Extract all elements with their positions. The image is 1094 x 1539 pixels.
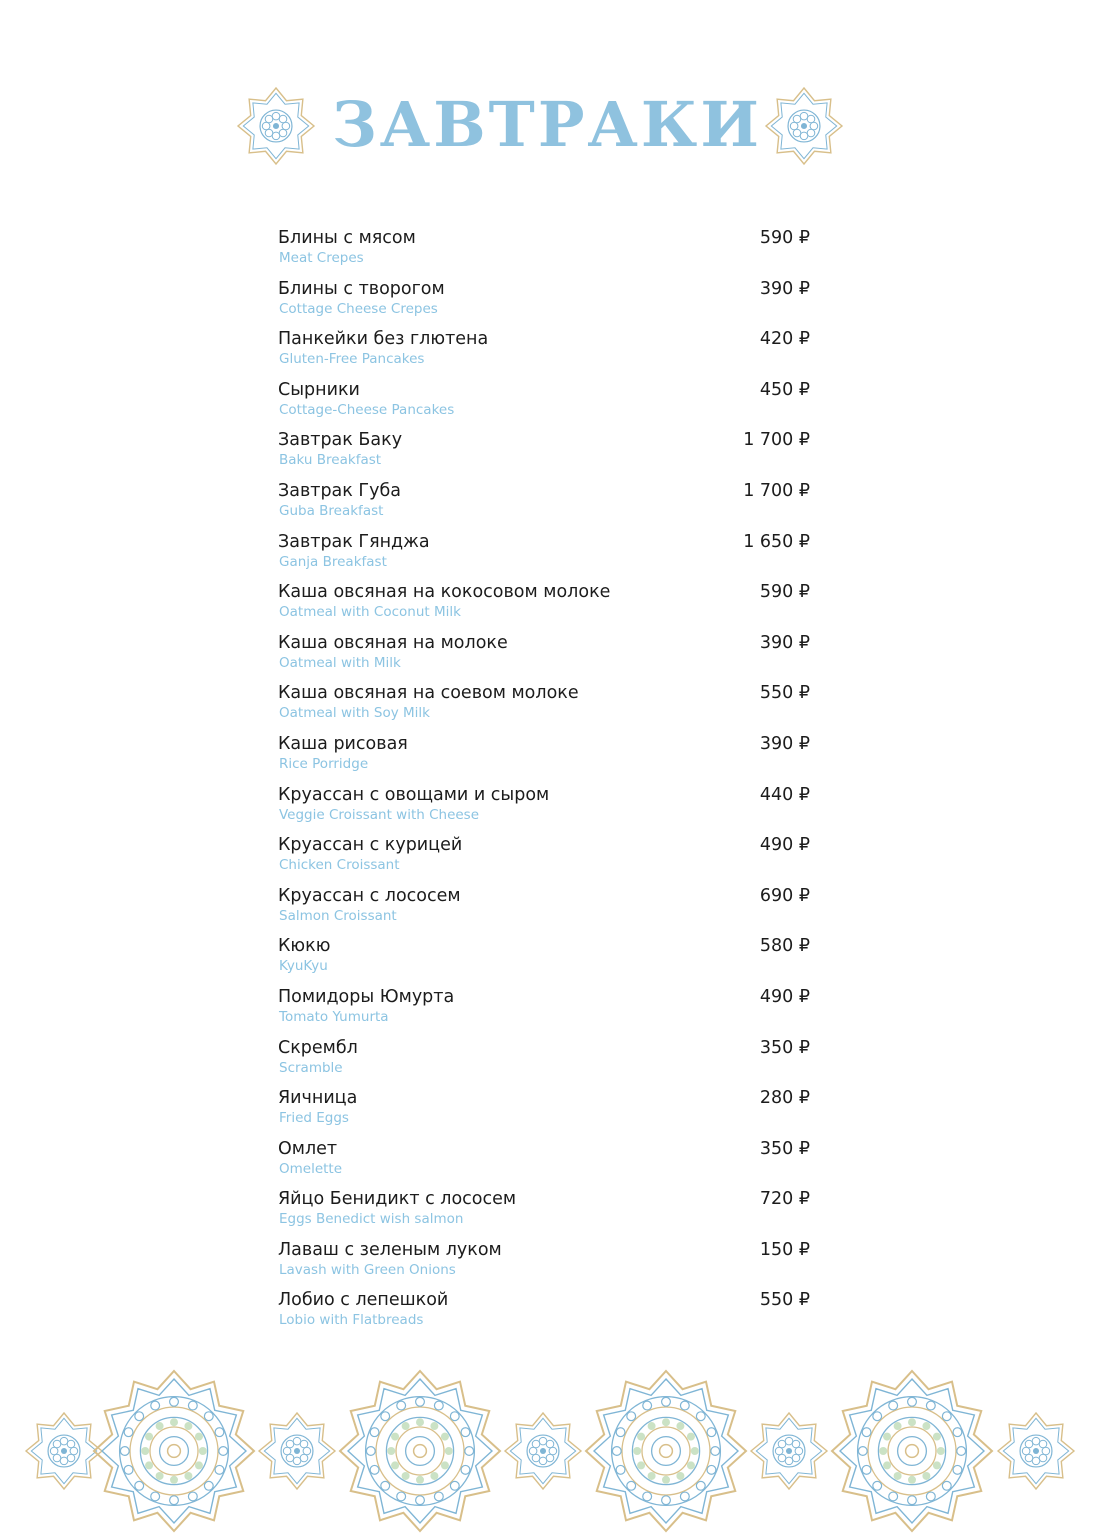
menu-item-english-name: Oatmeal with Soy Milk	[279, 705, 430, 722]
star-ornament-icon	[257, 1411, 337, 1491]
menu-item-name: Блины с мясом	[278, 228, 416, 248]
menu-item-name: Лаваш с зеленым луком	[278, 1239, 502, 1260]
menu-item	[278, 985, 810, 1036]
menu-item-price: 350 ₽	[759, 1037, 810, 1058]
menu-item-name: Сырники	[278, 379, 360, 400]
menu-item-price: 350 ₽	[759, 1138, 810, 1159]
menu-item-english-name: Cottage Cheese Crepes	[279, 300, 438, 317]
menu-item	[278, 1238, 810, 1289]
star-ornament-icon	[996, 1411, 1076, 1491]
menu-item-name: Круассан с курицей	[278, 835, 463, 856]
menu-item-price: 590 ₽	[759, 228, 810, 248]
menu-item-english-name: Lobio with Flatbreads	[279, 1312, 424, 1329]
menu-item-english-name: Guba Breakfast	[279, 502, 384, 519]
menu-item-name: Круассан с овощами и сыром	[278, 784, 550, 805]
menu-item-english-name: Lavash with Green Onions	[279, 1261, 456, 1278]
menu-item-name: Яичница	[278, 1088, 358, 1109]
menu-item	[278, 631, 810, 682]
menu-item	[278, 226, 810, 277]
star-ornament-icon	[749, 1411, 829, 1491]
menu-item-price: 550 ₽	[759, 683, 810, 704]
menu-item-name: Кюкю	[278, 936, 331, 957]
menu-item-price: 450 ₽	[759, 379, 810, 400]
menu-item-english-name: Baku Breakfast	[279, 452, 382, 469]
menu-item-english-name: KyuKyu	[279, 958, 328, 975]
menu-item-english-name: Tomato Yumurta	[279, 1008, 389, 1025]
menu-item-price: 390 ₽	[759, 632, 810, 653]
menu-item-price: 390 ₽	[759, 733, 810, 754]
mandala-ornament-icon	[338, 1369, 502, 1533]
menu-item	[278, 1137, 810, 1188]
menu-item	[278, 732, 810, 783]
menu-item-price: 1 700 ₽	[743, 430, 810, 451]
mandala-ornament-icon	[92, 1369, 256, 1533]
menu-item-english-name: Eggs Benedict wish salmon	[279, 1211, 464, 1228]
menu-item-name: Скрембл	[278, 1037, 358, 1058]
menu-item	[278, 1187, 810, 1238]
menu-item-name: Каша рисовая	[278, 733, 408, 754]
menu-item-price: 1 650 ₽	[743, 531, 810, 552]
menu-item	[278, 783, 810, 834]
menu-item-english-name: Rice Porridge	[279, 755, 369, 772]
menu-item-english-name: Chicken Croissant	[279, 857, 400, 874]
footer-ornament-border	[0, 1366, 1094, 1539]
menu-item	[278, 1288, 810, 1339]
menu-item-name: Панкейки без глютена	[278, 329, 489, 350]
menu-item-price: 440 ₽	[759, 784, 810, 805]
menu-item-name: Каша овсяная на соевом молоке	[278, 683, 579, 704]
menu-item-name: Каша овсяная на молоке	[278, 632, 508, 653]
menu-item	[278, 277, 810, 328]
star-ornament-icon	[503, 1411, 583, 1491]
menu-item	[278, 833, 810, 884]
menu-item-name: Круассан с лососем	[278, 885, 461, 906]
menu-item	[278, 1036, 810, 1087]
menu-item-name: Завтрак Гянджа	[278, 531, 430, 552]
menu-item	[278, 479, 810, 530]
menu-item	[278, 378, 810, 429]
menu-item-name: Завтрак Губа	[278, 480, 401, 501]
menu-item-price: 280 ₽	[759, 1088, 810, 1109]
menu-item-name: Лобио с лепешкой	[278, 1290, 449, 1311]
menu-item-price: 150 ₽	[759, 1239, 810, 1260]
menu-item-price: 390 ₽	[759, 278, 810, 299]
menu-item-name: Помидоры Юмурта	[278, 986, 455, 1007]
menu-item-english-name: Oatmeal with Coconut Milk	[279, 604, 461, 621]
menu-list	[278, 226, 810, 1339]
menu-item	[278, 530, 810, 581]
menu-item	[278, 884, 810, 935]
menu-item-english-name: Ganja Breakfast	[279, 553, 387, 570]
menu-item-english-name: Gluten-Free Pancakes	[279, 351, 425, 368]
menu-item-price: 490 ₽	[759, 986, 810, 1007]
mandala-ornament-icon	[584, 1369, 748, 1533]
menu-item-name: Яйцо Бенидикт с лососем	[278, 1189, 517, 1210]
menu-item-price: 420 ₽	[759, 329, 810, 350]
page-title: ЗАВТРАКИ	[332, 88, 762, 161]
menu-item-price: 720 ₽	[759, 1189, 810, 1210]
menu-item-price: 550 ₽	[759, 1290, 810, 1311]
page-header	[0, 80, 1094, 176]
menu-item-name: Блины с творогом	[278, 278, 445, 299]
mandala-ornament-icon	[830, 1369, 994, 1533]
menu-item-english-name: Meat Crepes	[279, 250, 364, 266]
menu-item-english-name: Oatmeal with Milk	[279, 654, 401, 671]
star-ornament-icon	[764, 86, 844, 166]
menu-item-english-name: Omelette	[279, 1160, 343, 1177]
menu-item	[278, 428, 810, 479]
menu-item-price: 490 ₽	[759, 835, 810, 856]
menu-item-price: 590 ₽	[759, 582, 810, 603]
menu-item-price: 580 ₽	[759, 936, 810, 957]
menu-item	[278, 1086, 810, 1137]
menu-item-english-name: Veggie Croissant with Cheese	[279, 806, 480, 823]
menu-item-english-name: Cottage-Cheese Pancakes	[279, 401, 455, 418]
menu-item	[278, 327, 810, 378]
menu-item	[278, 681, 810, 732]
menu-item-name: Каша овсяная на кокосовом молоке	[278, 582, 611, 603]
menu-item-name: Омлет	[278, 1138, 338, 1159]
menu-item-english-name: Scramble	[279, 1059, 343, 1076]
menu-item	[278, 580, 810, 631]
menu-item-english-name: Salmon Croissant	[279, 907, 397, 924]
menu-item-english-name: Fried Eggs	[279, 1110, 349, 1127]
menu-item-price: 690 ₽	[759, 885, 810, 906]
menu-item	[278, 934, 810, 985]
menu-item-name: Завтрак Баку	[278, 430, 403, 451]
menu-item-price: 1 700 ₽	[743, 480, 810, 501]
